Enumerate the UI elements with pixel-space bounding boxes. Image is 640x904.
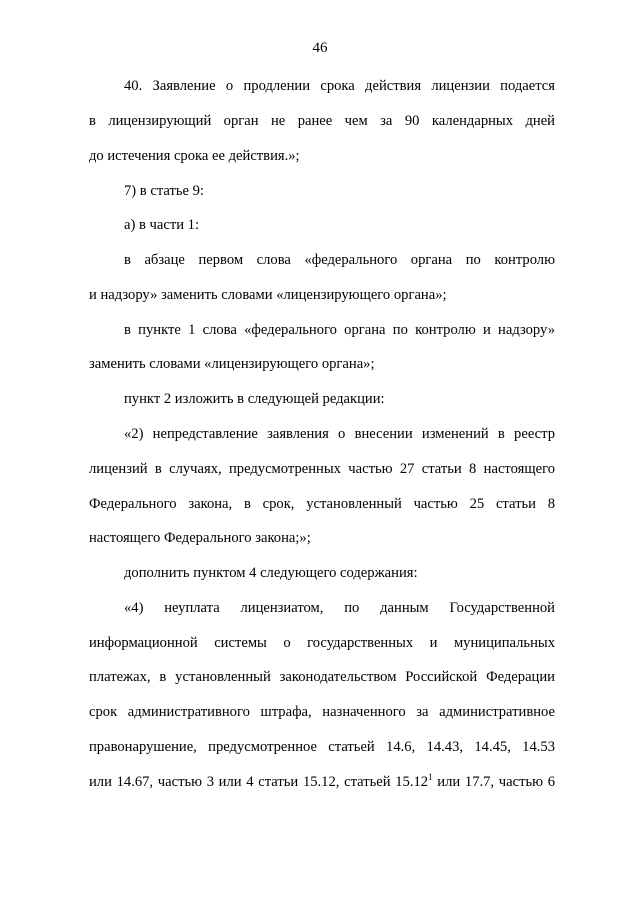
line-text-after-superscript: или 17.7, частью 6: [432, 774, 555, 790]
superscript: 1: [428, 772, 433, 783]
paragraph-line: заменить словами «лицензирующего органа»;: [89, 356, 375, 372]
paragraph-line: 40. Заявление о продлении срока действия лицензии подается: [124, 78, 555, 94]
line-text-before-superscript: или 14.67, частью 3 или 4 статьи 15.12, статьей 15.12: [89, 774, 429, 790]
paragraph-line: информационной системы о государственных и муниципальных: [89, 635, 555, 651]
paragraph-line: платежах, в установленный законодательством Российской Федерации: [89, 669, 555, 685]
page-number: 46: [312, 40, 328, 56]
paragraph-line: в абзаце первом слова «федерального органа по контролю: [124, 252, 555, 268]
paragraph-line: в пункте 1 слова «федерального органа по контролю и надзору»: [124, 322, 555, 338]
paragraph-line: до истечения срока ее действия.»;: [89, 148, 300, 164]
paragraph-line: правонарушение, предусмотренное статьей 14.6, 14.43, 14.45, 14.53: [89, 739, 555, 755]
paragraph-line: в лицензирующий орган не ранее чем за 90 календарных дней: [89, 113, 555, 129]
paragraph-line: и надзору» заменить словами «лицензирующего органа»;: [89, 287, 447, 303]
paragraph-line: срок административного штрафа, назначенного за административное: [89, 704, 555, 720]
paragraph-line: Федерального закона, в срок, установленный частью 25 статьи 8: [89, 496, 555, 512]
paragraph-line: настоящего Федерального закона;»;: [89, 530, 311, 546]
paragraph-line: дополнить пунктом 4 следующего содержания:: [124, 565, 418, 581]
paragraph-line: 7) в статье 9:: [124, 183, 204, 199]
paragraph-line: «4) неуплата лицензиатом, по данным Государственной: [124, 600, 555, 616]
paragraph-line: «2) непредставление заявления о внесении изменений в реестр: [124, 426, 555, 442]
paragraph-line: [89, 772, 555, 792]
paragraph-line: лицензий в случаях, предусмотренных частью 27 статьи 8 настоящего: [89, 461, 555, 477]
paragraph-line: а) в части 1:: [124, 217, 200, 233]
paragraph-line: пункт 2 изложить в следующей редакции:: [124, 391, 385, 407]
